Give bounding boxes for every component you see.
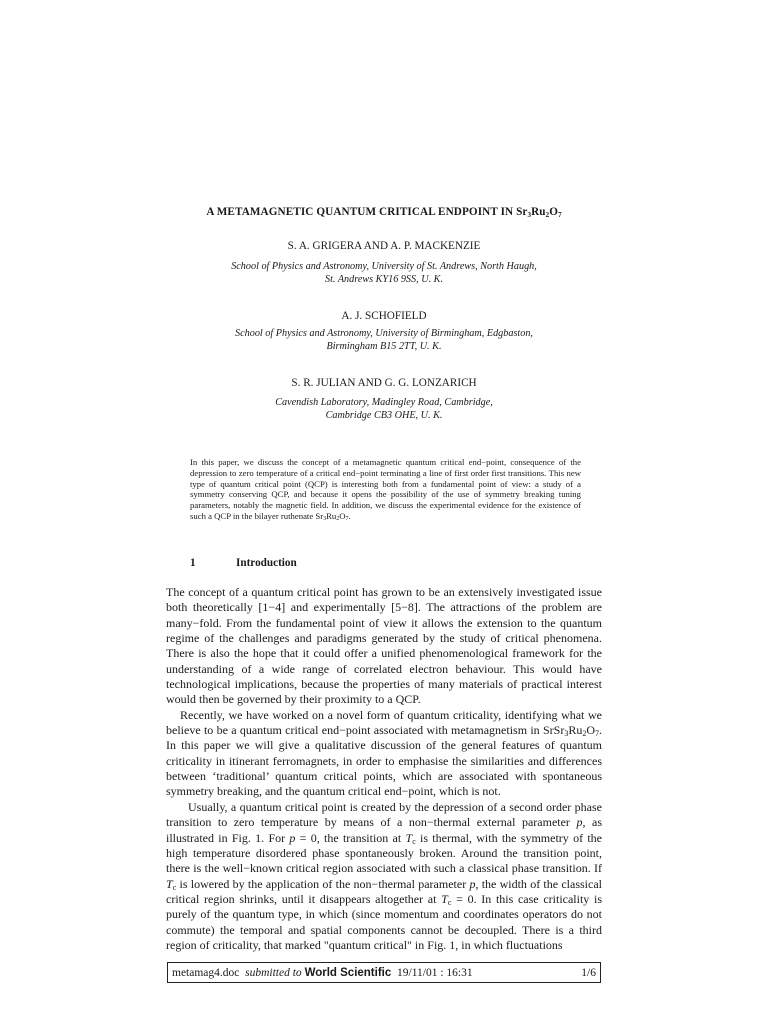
author-names: A. J. SCHOFIELD bbox=[341, 310, 427, 322]
section-number: 1 bbox=[190, 557, 196, 569]
author-names: S. A. GRIGERA AND A. P. MACKENZIE bbox=[287, 240, 481, 252]
paragraph: The concept of a quantum critical point has grown to be an extensively investigated issue both theoretically [1−4] and experimentally [5−8]. The attractions of the problem are many−fold. From the fundamental point of view it allows the extension to the quantum regime of the challenges and paradigms generated by the study of critical phenomena. There is also the hope that it could offer a unified phenomenological framework for the understanding of a wide range of correlated electron behaviour. This would have technological implications, because the properties of many materials of practical interest would then be governed by their proximity to a QCP. bbox=[166, 585, 602, 707]
footer-datetime: 19/11/01 : 16:31 bbox=[397, 966, 473, 979]
section-heading bbox=[190, 557, 297, 569]
footer-filename: metamag4.doc bbox=[172, 966, 240, 979]
page-footer bbox=[167, 962, 601, 983]
paper-title: A METAMAGNETIC QUANTUM CRITICAL ENDPOINT IN $Sr_3Ru_2O_7$ bbox=[206, 206, 562, 219]
footer-publisher: World Scientific bbox=[304, 966, 392, 979]
section-title: Introduction bbox=[236, 557, 297, 569]
affiliation: School of Physics and Astronomy, University of Birmingham, Edgbaston, Birmingham B15 2TT, U. K. bbox=[235, 328, 533, 352]
footer-submitted-to: submitted to bbox=[245, 966, 302, 979]
footer-page-number: 1/6 bbox=[581, 966, 596, 979]
affiliation: School of Physics and Astronomy, University of St. Andrews, North Haugh, St. Andrews KY16 9SS, U. K. bbox=[231, 261, 537, 285]
affiliation: Cavendish Laboratory, Madingley Road, Cambridge, Cambridge CB3 OHE, U. K. bbox=[275, 397, 493, 421]
abstract: In this paper, we discuss the concept of a metamagnetic quantum critical end−point, consequence of the depression to zero temperature of a critical end−point terminating a line of first order first transitions. This new type of quantum critical point (QCP) is interesting both from a fundamental point of view: a study of a symmetry conserving QCP, and because it opens the possibility of the use of symmetry breaking tuning parameters, notably the magnetic field. In addition, we discuss the experimental evidence for the existence of such a QCP in the bilayer ruthenate $Sr_3Ru_2O_7$. bbox=[190, 457, 581, 522]
paragraph: Recently, we have worked on a novel form of quantum criticality, identifying what we believe to be a quantum critical end−point associated with metamagnetism in $SrSr_3Ru_2O_7$. In this paper we will give a qualitative discussion of the general features of quantum criticality in itinerant ferromagnets, in order to emphasise the similarities and differences between ‘traditional’ quantum critical points, which are associated with spontaneous symmetry breaking, and the quantum critical end−point, which is not. bbox=[166, 707, 602, 799]
paragraph: Usually, a quantum critical point is created by the depression of a second order phase transition to zero temperature by means of a non−thermal external parameter p, as illustrated in Fig. 1. For p = 0, the transition at $T_c$ is thermal, with the symmetry of the high temperature disordered phase spontaneously broken. Around the transition point, there is the well−known critical region associated with such a classical phase transition. If $T_c$ is lowered by the application of the non−thermal parameter p, the width of the classical critical region shrinks, until it disappears altogether at $T_c = 0$. In this case criticality is purely of the quantum type, in which (since momentum and coordinates operators do not commute) the temporal and spatial components cannot be decoupled. There is a third region of criticality, that marked "quantum critical" in Fig. 1, in which fluctuations bbox=[166, 799, 603, 952]
author-names: S. R. JULIAN AND G. G. LONZARICH bbox=[291, 377, 477, 389]
body-text bbox=[166, 585, 602, 953]
